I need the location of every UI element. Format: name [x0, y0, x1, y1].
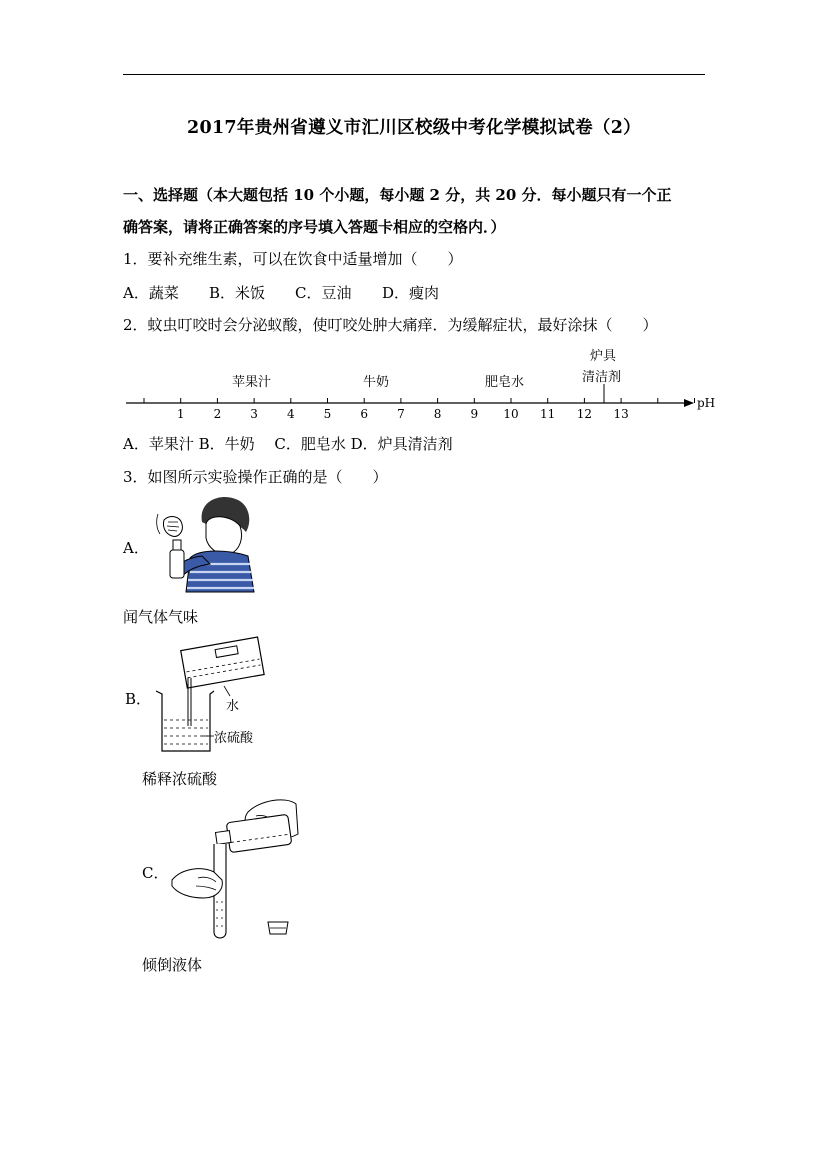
- hand-lower: [172, 869, 222, 898]
- ph-tick-label: 2: [213, 407, 222, 421]
- label-water: 水: [226, 699, 240, 714]
- section-heading-line2: 确答案，请将正确答案的序号填入答题卡相应的空格内．）: [123, 218, 506, 236]
- ph-ticks: [144, 398, 695, 421]
- ph-tick-label: 13: [613, 407, 629, 421]
- ph-label-cleaner-1: 炉具: [590, 349, 617, 364]
- q1-option-c: C．豆油: [295, 284, 352, 302]
- ph-tick-label: 8: [433, 407, 442, 421]
- ph-tick-label: 10: [503, 407, 519, 421]
- section-heading-line1: 一、选择题（本大题包括 10 个小题，每小题 2 分，共 20 分．每小题只有一个正: [123, 186, 672, 204]
- ph-label-apple: 苹果汁: [232, 375, 272, 390]
- ph-label-soap: 肥皂水: [485, 375, 525, 390]
- ph-tick-label: 5: [323, 407, 332, 421]
- ph-tick-label: 3: [250, 407, 258, 421]
- q3-stem: 3．如图所示实验操作正确的是（ ）: [123, 468, 388, 486]
- page-title: 2017年贵州省遵义市汇川区校级中考化学模拟试卷（2）: [187, 118, 641, 138]
- ph-tick-label: 9: [470, 407, 479, 421]
- ph-axis-label: pH: [697, 396, 716, 410]
- ph-axis-arrow: [684, 399, 694, 407]
- q1-option-b: B．米饭: [209, 284, 266, 302]
- q3-figure-b: [150, 636, 270, 756]
- q3-option-a-letter: A．: [123, 539, 149, 557]
- q3-option-c-caption: 倾倒液体: [142, 956, 203, 974]
- ph-tick-label: 6: [360, 407, 369, 421]
- ph-tick-label: 12: [576, 407, 593, 421]
- person-face: [206, 517, 242, 555]
- water-container: [181, 637, 264, 688]
- q1-stem: 1．要补充维生素，可以在饮食中适量增加（ ）: [123, 250, 463, 268]
- bottle-body: [170, 550, 184, 578]
- reagent-bottle: [226, 814, 292, 852]
- ph-label-cleaner-2: 清洁剂: [582, 370, 622, 385]
- q3-option-b-letter: B．: [125, 690, 152, 708]
- ph-label-milk: 牛奶: [363, 375, 390, 390]
- ph-tick-label: 4: [286, 407, 295, 421]
- label-conc-acid: 浓硫酸: [214, 731, 254, 746]
- q3-figure-c: [168, 794, 303, 944]
- bottle-neck: [173, 540, 181, 550]
- ph-tick-label: 1: [176, 407, 185, 421]
- q2-stem: 2．蚊虫叮咬时会分泌蚁酸，使叮咬处肿大痛痒．为缓解症状，最好涂抹（ ）: [123, 316, 658, 334]
- q3-option-c-letter: C．: [142, 864, 169, 882]
- q3-figure-a: [150, 492, 260, 596]
- beaker: [156, 691, 214, 751]
- q1-option-a: A．蔬菜: [123, 284, 179, 302]
- q1-option-d: D．瘦肉: [382, 284, 440, 302]
- q3-option-b-caption: 稀释浓硫酸: [142, 770, 218, 788]
- q3-option-a-caption: 闻气体气味: [123, 608, 199, 626]
- q2-options: A．苹果汁 B．牛奶 C．肥皂水 D．炉具清洁剂: [123, 435, 453, 453]
- ph-tick-label: 11: [540, 407, 556, 421]
- ph-tick-label: 7: [397, 407, 405, 421]
